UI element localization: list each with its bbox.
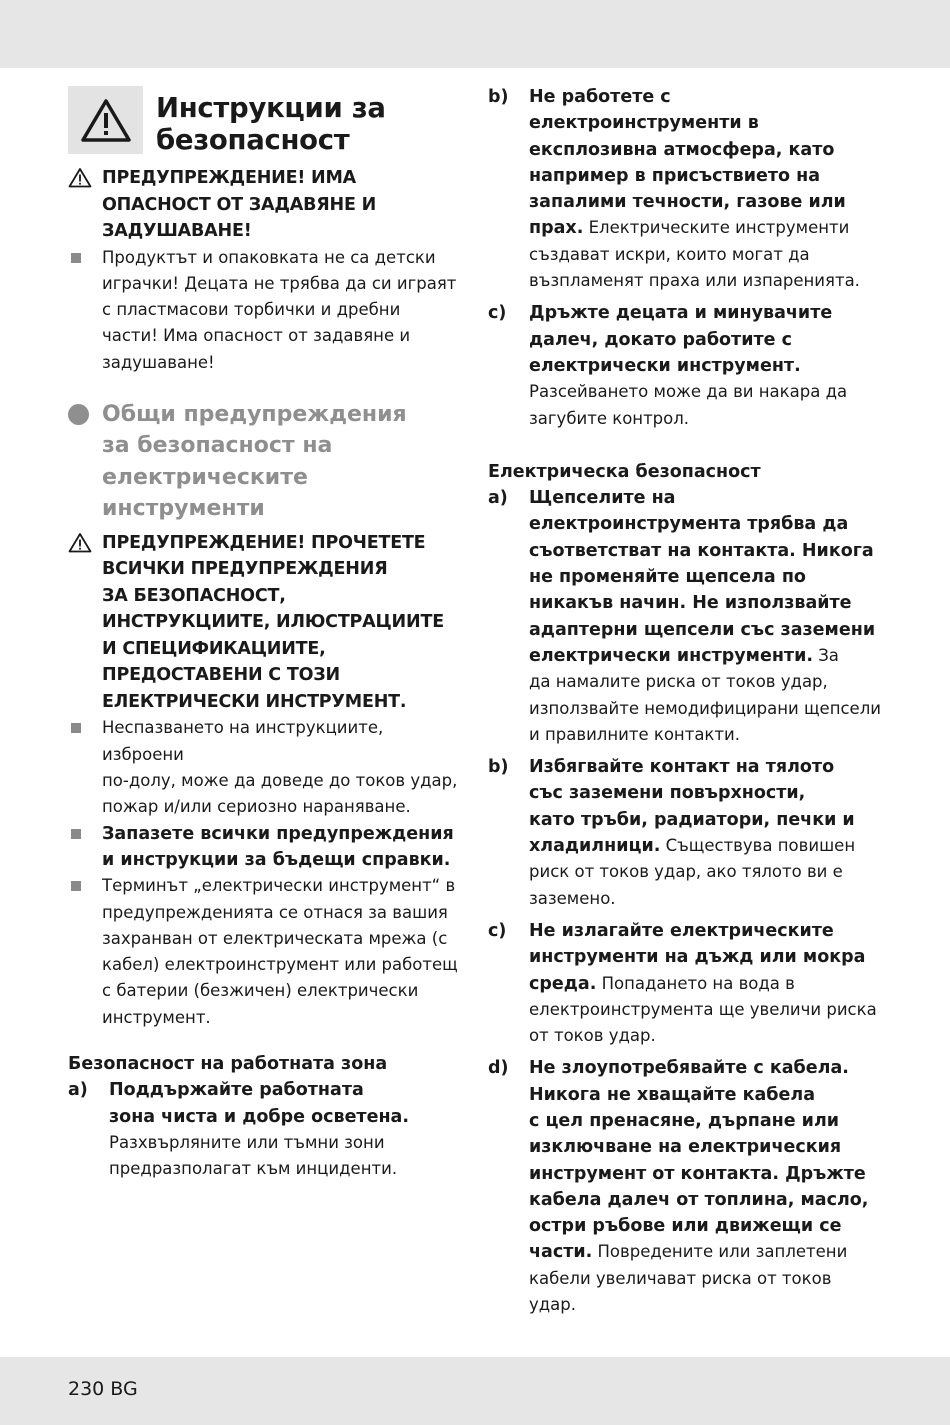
warning-read-all: ПРЕДУПРЕЖДЕНИЕ! ПРОЧЕТЕТЕ ВСИЧКИ ПРЕДУПРЕЖДЕНИЯ ЗА БЕЗОПАСНОСТ, ИНСТРУКЦИИТЕ, ИЛЮСТРАЦИИТЕ И СПЕЦИФИКАЦИИТЕ, ПРЕДОСТАВЕНИ С ТОЗИ ЕЛЕКТРИЧЕСКИ ИНСТРУМЕНТ. <box>68 530 463 716</box>
warning-small-icon <box>68 165 102 192</box>
square-bullet-icon <box>68 245 102 263</box>
warning-small-icon <box>68 530 102 557</box>
page-number: 230 BG <box>68 1378 138 1400</box>
circle-bullet-icon <box>68 399 102 425</box>
list-item: Продуктът и опаковката не са детски играчки! Децата не трябва да си играят с пластмасови торбички и дребни части! Има опасност от задавяне и задушаване! <box>68 245 463 376</box>
section-heading: Общи предупреждения за безопасност на електрическите инструменти <box>68 399 463 525</box>
list-item: b) Не работете с електроинструменти в експлозивна атмосфера, като например в присъствието на запалими течности, газове или прах. Електрическите инструменти създават искри, които могат да възпламенят праха или изпаренията. <box>488 87 860 291</box>
list-item: b) Избягвайте контакт на тялото със заземени повърхности, като тръби, радиатори, печки и хладилници. Съществува повишен риск от токов удар, ако тялото ви е заземено. <box>488 757 856 908</box>
list-item: Неспазването на инструкциите, изброени по-долу, може да доведе до токов удар, пожар и/или сериозно нараняване. <box>68 715 463 820</box>
list-item: a) Щепселите на електроинструмента трябва да съответстват на контакта. Никога не променяйте щепсела по никакъв начин. Не използвайте адаптерни щепсели със заземени електрически инструменти. За да намалите риска от токов удар, използвайте немодифицирани щепсели и правилните контакти. <box>488 488 881 744</box>
list-item: Терминът „електрически инструмент“ в предупрежденията се отнася за вашия захранван от електрическата мрежа (с кабел) електроинструмент или работещ с батерии (безжичен) електрически инструмент. <box>68 873 463 1031</box>
square-bullet-icon <box>68 715 102 733</box>
electric-safety-heading: Електрическа безопасност <box>488 461 761 482</box>
list-item: d) Не злоупотребявайте с кабела. Никога не хващайте кабела с цел пренасяне, дърпане или изключване на електрическия инструмент от контакта. Дръжте кабела далеч от топлина, масло, остри ръбове или движещи се части. Повредените или заплетени кабели увеличават риска от токов удар. <box>488 1058 869 1315</box>
warning-choking: ПРЕДУПРЕЖДЕНИЕ! ИМА ОПАСНОСТ ОТ ЗАДАВЯНЕ И ЗАДУШАВАНЕ! <box>68 165 463 245</box>
square-bullet-icon <box>68 873 102 891</box>
title-block <box>68 86 463 156</box>
page-title: Инструкции за безопасност <box>156 92 386 156</box>
left-column <box>68 86 463 1183</box>
work-area-heading: Безопасност на работната зона <box>68 1054 388 1075</box>
square-bullet-icon <box>68 821 102 839</box>
list-item: a) Поддържайте работната зона чиста и добре осветена. Разхвърляните или тъмни зони предразполагат към инциденти. <box>68 1080 409 1179</box>
header-band <box>0 0 950 68</box>
right-column <box>488 84 883 1318</box>
list-item: c) Дръжте децата и минувачите далеч, докато работите с електрически инструмент. Разсейването може да ви накара да загубите контрол. <box>488 303 848 428</box>
list-item: c) Не излагайте електрическите инструменти на дъжд или мокра среда. Попадането на вода в електроинструмента ще увеличи риска от токов удар. <box>488 920 877 1046</box>
warning-triangle-icon <box>68 86 143 154</box>
footer-band <box>0 1357 950 1425</box>
list-item: Запазете всички предупреждения и инструкции за бъдещи справки. <box>68 821 463 874</box>
